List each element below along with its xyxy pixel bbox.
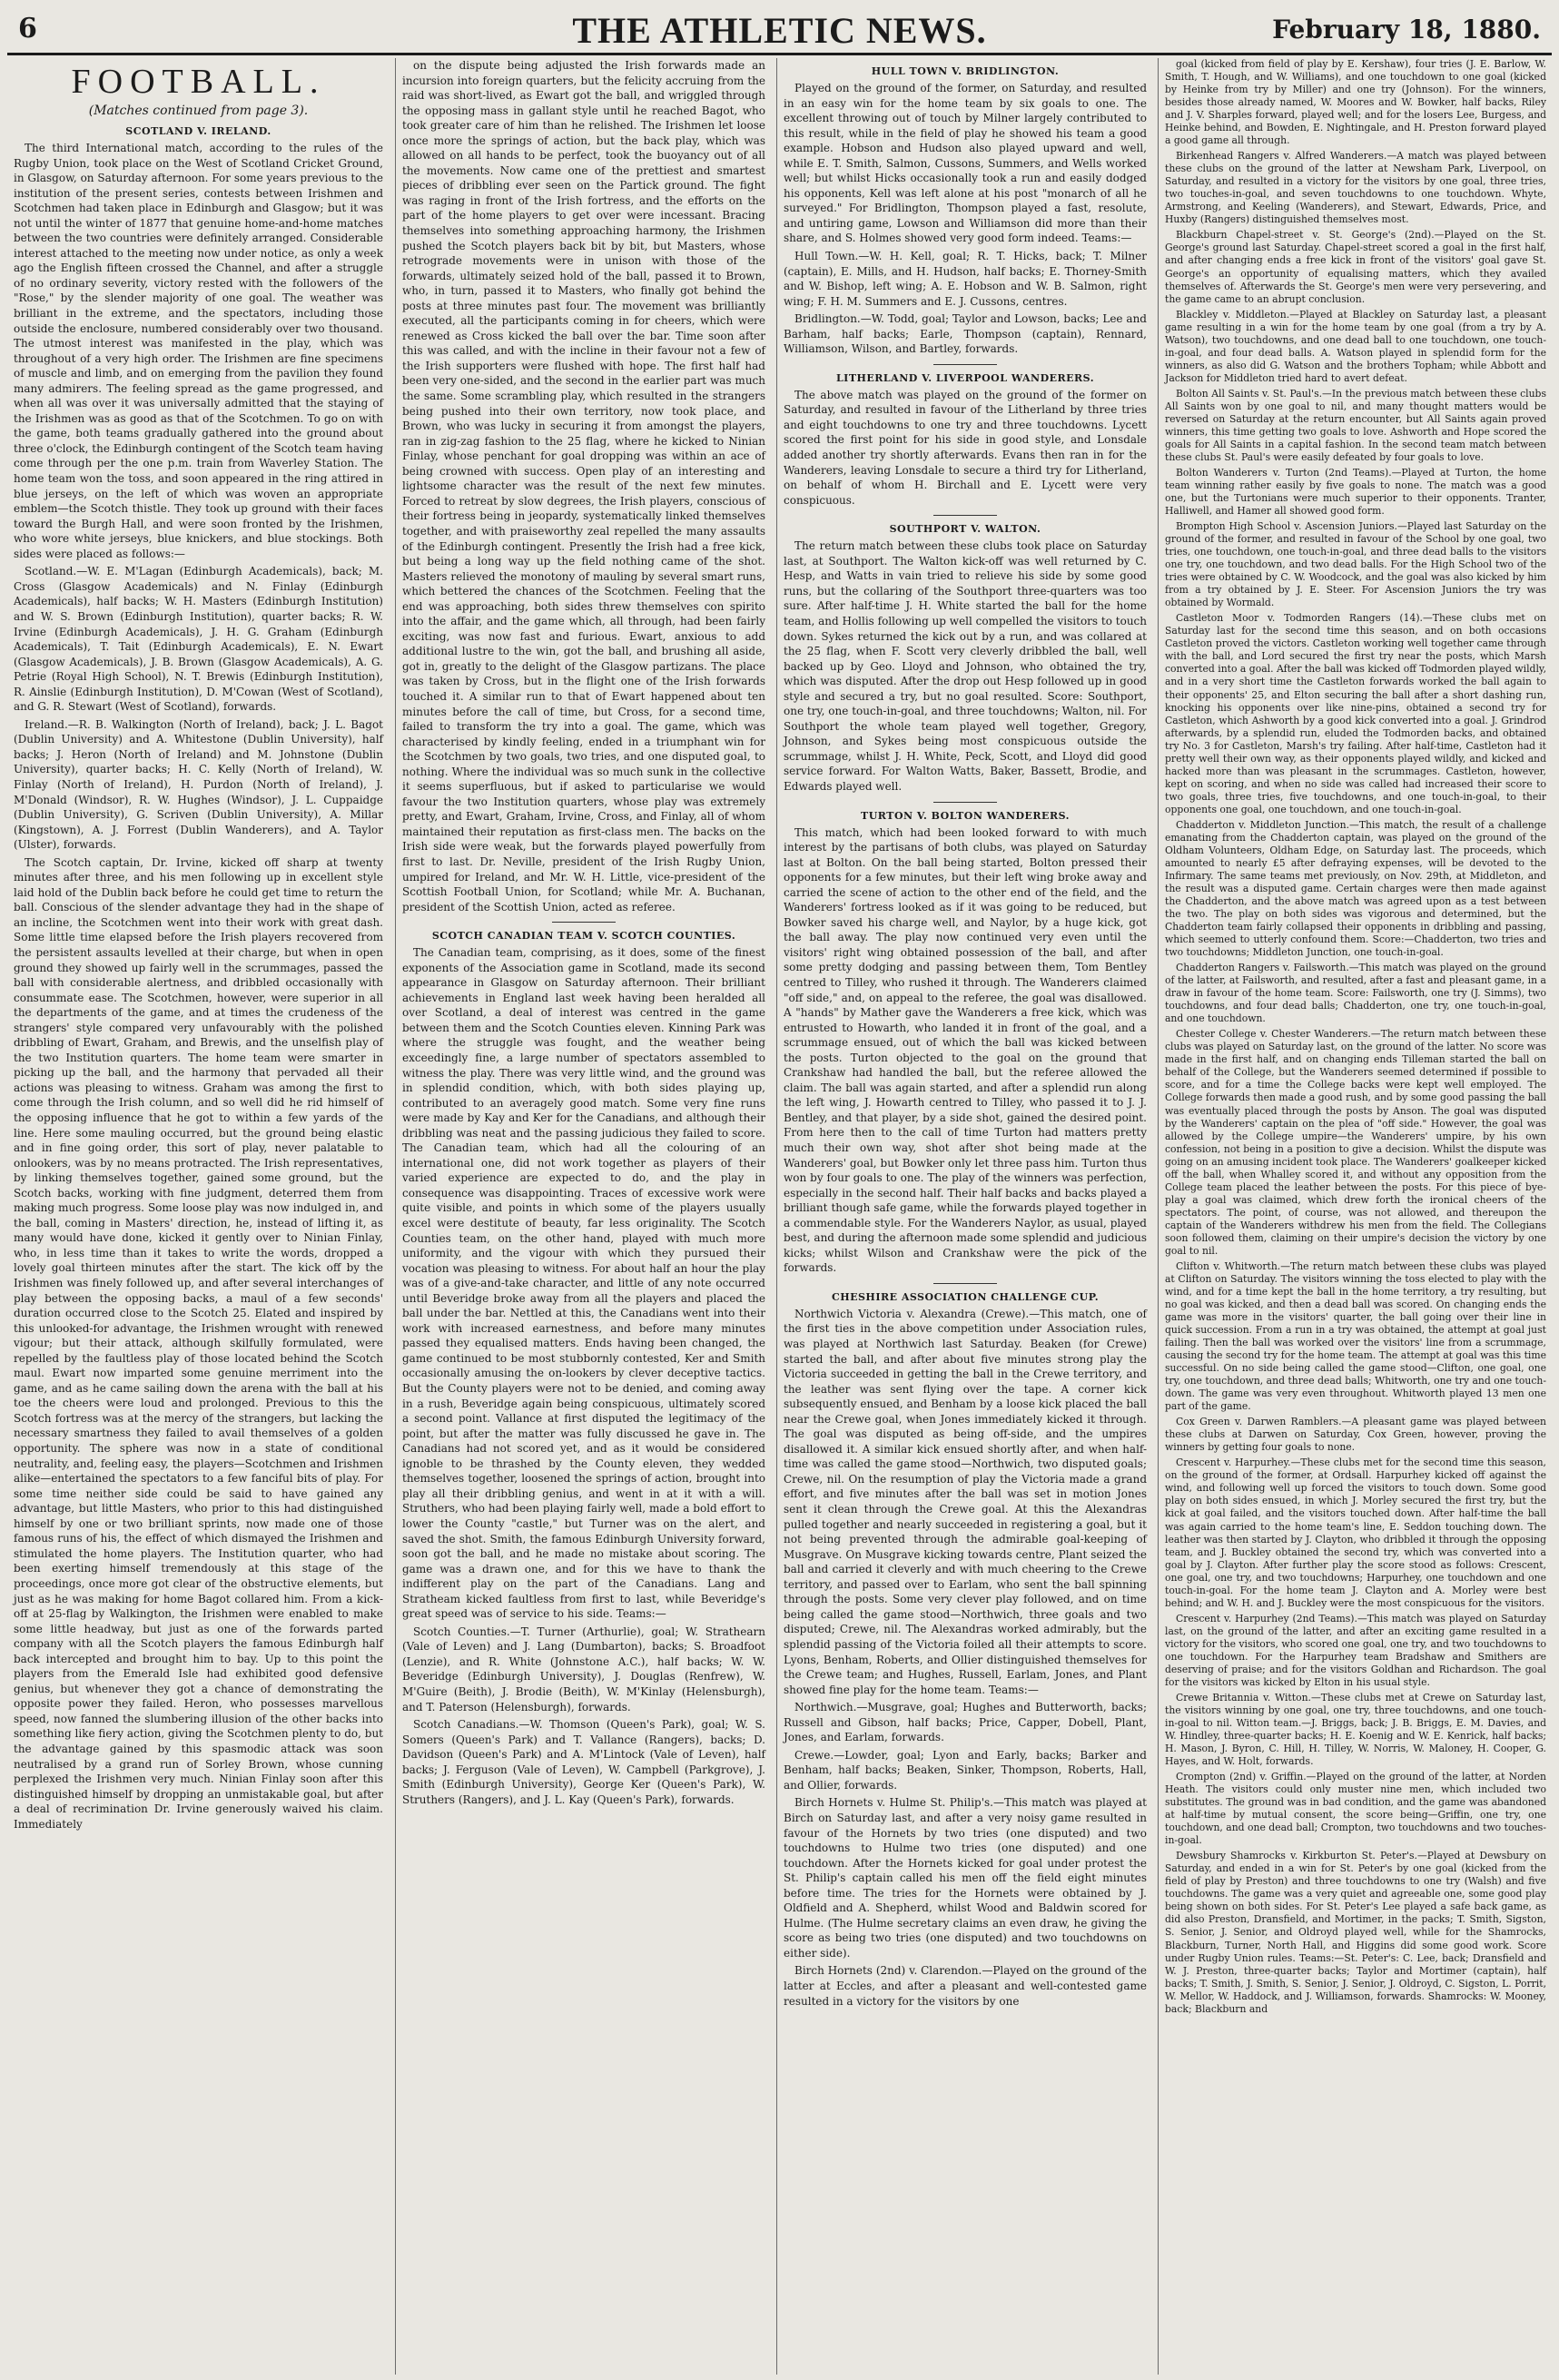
paragraph: Blackburn Chapel-street v. St. George's (2nd).—Played on the St. George's ground last Saturday. Chapel-street scored a goal in the first half, and after changing ends a free kick in front of the visitors' goal gave St. George's an opportunity of equalising matters, which they availed themselves of. Afterwards the St. George's men were very persevering, and the game came to an abrupt conclusion. [1165,229,1546,305]
column-2 [395,58,772,2375]
paragraph: Chadderton Rangers v. Failsworth.—This match was played on the ground of the latter, at Failsworth, and resulted, after a fast and pleasant game, in a draw in favour of the home team. Score: Failsworth, one try (J. Simms), two touchdowns, and four dead balls; Chadderton, one try, one touch-in-goal, and one touchdown. [1165,962,1546,1025]
paragraph: Birch Hornets (2nd) v. Clarendon.—Played on the ground of the latter at Eccles, and after a pleasant and well-contested game resulted in a victory for the visitors by one [784,1964,1147,2008]
club-match-reports [1165,58,1546,2016]
paragraph: The above match was played on the ground of the former on Saturday, and resulted in favour of the Litherland by three tries and eight touchdowns to one try and three touchdowns. Lycett scored the first point for his side in good style, and Lonsdale added another try shortly afterwards. Evans then ran in for the Wanderers, leaving Lonsdale to secure a third try for Litherland, on behalf of whom H. Birchall and E. Lycett were very conspicuous. [784,388,1147,507]
divider [933,364,997,365]
column-1 [7,58,390,2375]
article-heading-southport-walton: SOUTHPORT V. WALTON. [889,523,1041,536]
paragraph: Ireland.—R. B. Walkington (North of Ireland), back; J. L. Bagot (Dublin University) and A. Whitestone (Dublin University), half backs; J. Heron (North of Ireland) and M. Johnstone (Dublin University), quarter backs; H. C. Kelly (North of Ireland), W. Finlay (North of Ireland), H. Purdon (North of Ireland), J. M'Donald (Windsor), R. W. Hughes (Windsor), J. L. Cuppaidge (Dublin University), G. Scriven (Dublin University), A. Millar (Kingstown), A. J. Forrest (Dublin Wanderers), and A. Taylor (Ulster), forwards. [14,717,383,852]
article-heading-cheshire-cup: CHESHIRE ASSOCIATION CHALLENGE CUP. [831,1290,1100,1303]
paragraph: Bolton All Saints v. St. Paul's.—In the previous match between these clubs All Saints won by one goal to nil, and many thought matters would be reversed on Saturday at the return encounter, but All Saints again proved winners, this time getting two goals to love. Ashworth and Hope scored the goals for All Saints in a capital fashion. In the second team match between these clubs St. Paul's were easily defeated by four goals to love. [1165,387,1546,463]
column-4 [1158,58,1553,2375]
paragraph: Chadderton v. Middleton Junction.—This match, the result of a challenge emanating from the Chadderton captain, was played on the ground of the Oldham Volunteers, Oldham Edge, on Saturday last. The proceeds, which amounted to nearly £5 after defraying expenses, will be devoted to the Infirmary. The same teams met previously, on Nov. 29th, at Middleton, and the result was a disputed game. Certain charges were then made against the Chadderton, and the above match was agreed upon as a test between the two. The play on both sides was vigorous and determined, but the Chadderton team fairly collapsed their opponents in dribbling and passing, which seemed to utterly confound them. Score:—Chadderton, two tries and two touchdowns; Middleton Junction, one touch-in-goal. [1165,818,1546,959]
article-heading-litherland-liverpool: LITHERLAND V. LIVERPOOL WANDERERS. [835,371,1095,384]
paragraph: Northwich Victoria v. Alexandra (Crewe).—This match, one of the first ties in the above competition under Association rules, was played at Northwich last Saturday. Beaken (for Crewe) started the ball, and after about five minutes strong play the Victoria succeeded in getting the ball in the Crewe territory, and the leather was sent flying over the tape. A corner kick subsequently ensued, and Benham by a loose kick placed the ball near the Crewe goal, when Jones immediately kicked it through. The goal was disputed as being off-side, and the umpires disallowed it. A similar kick ensued shortly after, and when half-time was called the game stood—Northwich, two disputed goals; Crewe, nil. On the resumption of play the Victoria made a grand effort, and five minutes after the ball was set in motion Jones sent it clean through the Crewe goal. At this the Alexandras pulled together and nearly succeeded in registering a goal, but it not being prevented through the admirable goal-keeping of Musgrave. On Musgrave kicking towards centre, Plant seized the ball and carried it cleverly and with much cheering to the Crewe territory, and passed over to Earlam, who sent the ball spinning through the posts. Some very clever play followed, and on time being called the game stood—Northwich, three goals and two disputed; Crewe, nil. The Alexandras worked admirably, but the splendid passing of the Victoria foiled all their attempts to score. Lyons, Benham, Roberts, and Ollier distinguished themselves for the Crewe team; and Hughes, Russell, Earlam, Jones, and Plant showed fine play for the home team. Teams:— [784,1307,1147,1696]
divider [933,802,997,803]
article-heading-hull-bridlington: HULL TOWN V. BRIDLINGTON. [871,65,1060,77]
paragraph: Scotland.—W. E. M'Lagan (Edinburgh Academicals), back; M. Cross (Glasgow Academicals) and N. Finlay (Edinburgh Academicals), half backs; W. H. Masters (Edinburgh Institution) and W. S. Brown (Edinburgh Institution), quarter backs; R. W. Irvine (Edinburgh Academicals), J. H. G. Graham (Edinburgh Academicals), T. Tait (Edinburgh Academicals), E. N. Ewart (Glasgow Academicals), J. B. Brown (Glasgow Academicals), A. G. Petrie (Royal High School), N. T. Brewis (Edinburgh Institution), R. Ainslie (Edinburgh Institution), D. M'Cowan (West of Scotland), and G. R. Stewart (West of Scotland), forwards. [14,565,383,714]
paragraph: Cox Green v. Darwen Ramblers.—A pleasant game was played between these clubs at Darwen on Saturday, Cox Green, however, proving the winners by getting four goals to none. [1165,1416,1546,1454]
paragraph: Birch Hornets v. Hulme St. Philip's.—This match was played at Birch on Saturday last, and after a very noisy game resulted in favour of the Hornets by two tries (one disputed) and two touchdowns to Hulme two tries (one disputed) and one touchdown. After the Hornets kicked for goal under protest the St. Philip's captain called his men off the field eight minutes before time. The tries for the Hornets were obtained by J. Oldfield and A. Shepherd, whilst Wood and Baldwin scored for Hulme. (The Hulme secretary claims an even draw, he giving the score as being two tries (one disputed) and two touchdowns on either side). [784,1796,1147,1960]
paragraph: Crewe Britannia v. Witton.—These clubs met at Crewe on Saturday last, the visitors winning by one goal, one try, three touchdowns, and one touch-in-goal to nil. Witton team.—J. Briggs, back; J. B. Briggs, E. M. Davies, and W. Hindley, three-quarter backs; H. E. Koenig and W. E. Kenrick, half backs; H. Mason, J. Byron, C. Hill, H. Tilley, W. Norris, W. Maloney, H. Cooper, G. Hayes, and W. Holt, forwards. [1165,1691,1546,1768]
divider [933,515,997,516]
article-body-turton-bolton [784,825,1147,1276]
divider [933,1283,997,1284]
paragraph: Scotch Canadians.—W. Thomson (Queen's Park), goal; W. S. Somers (Queen's Park) and T. Vallance (Rangers), backs; D. Davidson (Queen's Park) and A. M'Lintock (Vale of Leven), half backs; J. Ferguson (Vale of Leven), W. Campbell (Parkgrove), J. Smith (Edinburgh University), George Ker (Queen's Park), W. Struthers (Rangers), and J. L. Kay (Queen's Park), forwards. [402,1718,765,1806]
issue-date: February 18, 1880. [1272,15,1541,44]
article-body-canadian-counties [402,945,765,1807]
paragraph: Dewsbury Shamrocks v. Kirkburton St. Peter's.—Played at Dewsbury on Saturday, and ended in a win for St. Peter's by one goal (kicked from the field of play by Preston) and three touchdowns to one try (Walsh) and five touchdowns. The game was a very quiet and agreeable one, some good play being shown on both sides. For St. Peter's Lee played a safe back game, as did also Preston, Dransfield, and Mortimer, in the packs; T. Smith, Sigston, S. Senior, J. Senior, and Oldroyd played well, while for the Shamrocks, Blackburn, Turner, North Hall, and Higgins did some good work. Score under Rugby Union rules. Teams:—St. Peter's: C. Lee, back; Dransfield and W. J. Preston, three-quarter backs; Taylor and Mortimer (captain), half backs; T. Smith, J. Smith, S. Senior, J. Senior, J. Oldroyd, C. Sigston, L. Porrit, W. Mellor, W. Haddock, and J. Williamson, forwards. Shamrocks: W. Mooney, back; Blackburn and [1165,1850,1546,2015]
paragraph: Bridlington.—W. Todd, goal; Taylor and Lowson, backs; Lee and Barham, half backs; Earle, Thompson (captain), Rennard, Williamson, Wilson, and Bartley, forwards. [784,312,1147,356]
article-body-hull-bridlington [784,81,1147,357]
paragraph: Played on the ground of the former, on Saturday, and resulted in an easy win for the home team by six goals to one. The excellent throwing out of touch by Milner largely contributed to this result, while in the field of play he showed his team a good example. Hobson and Hudson also played upward and well, while E. T. Smith, Salmon, Cussons, Summers, and Wells worked well; but whilst Hicks occasionally took a run and easily dodged his opponents, Kell was left alone at his post "monarch of all he surveyed." For Bridlington, Thompson played a fast, resolute, and untiring game, Lowson and Williamson did more than their share, and S. Holmes showed very good form indeed. Teams:— [784,82,1147,245]
article-body-litherland-liverpool [784,388,1147,508]
newspaper-title: THE ATHLETIC NEWS. [572,10,987,51]
paragraph: Bolton Wanderers v. Turton (2nd Teams).—Played at Turton, the home team winning rather easily by five goals to none. The match was a good one, but the Turtonians were much superior to their opponents. Tranter, Halliwell, and Hamer all showed good form. [1165,466,1546,518]
paragraph: Northwich.—Musgrave, goal; Hughes and Butterworth, backs; Russell and Gibson, half backs; Price, Capper, Dobell, Plant, Jones, and Earlam, forwards. [784,1701,1147,1744]
paragraph: This match, which had been looked forward to with much interest by the partisans of both clubs, was played on Saturday last at Bolton. On the ball being started, Bolton pressed their opponents for a few minutes, but their left wing broke away and carried the scene of action to the other end of the field, and the Wanderers' fortress looked as if it was going to be reduced, but Bowker saved his charge well, and Naylor, by a huge kick, got the ball away. The play now continued very even until the visitors' right wing obtained possession of the ball, and after some pretty dodging and passing between them, Tom Bentley centred to Tilley, who rushed it through. The Wanderers claimed "off side," and, on appeal to the referee, the goal was disallowed. A "hands" by Mather gave the Wanderers a free kick, which was entrusted to Howarth, who landed it in front of the goal, and a scrummage ensued, out of which the ball was kicked between the posts. Turton objected to the goal on the ground that Crankshaw had handled the ball, but the referee allowed the claim. The ball was again started, and after a splendid run along the left wing, J. Howarth centred to Tilley, who passed it to J. J. Bentley, and that player, by a side shot, gained the desired point. From here then to the call of time Turton had matters pretty much their own way, shot after shot being made at the Wanderers' goal, but Bowker only let three pass him. Turton thus won by four goals to one. The play of the winners was perfection, especially in the second half. Their half backs and backs played a brilliant though safe game, while the forwards played together in a commendable style. For the Wanderers Naylor, as usual, played best, and during the afternoon made some splendid and judicious kicks; whilst Wilson and Crankshaw were the pick of the forwards. [784,825,1147,1275]
column-3 [776,58,1153,2375]
paragraph: The return match between these clubs took place on Saturday last, at Southport. The Walton kick-off was well returned by C. Hesp, and Watts in vain tried to relieve his side by some good runs, but the collaring of the Southport three-quarters was too sure. After half-time J. H. White started the ball for the home team, and Hollis following up well compelled the visitors to touch down. Sykes returned the kick out by a run, and was collared at the 25 flag, when F. Scott very cleverly dribbled the ball, well backed up by Geo. Lloyd and Johnson, who obtained the try, which was disputed. After the drop out Hesp followed up in good style and secured a try, but no goal resulted. Score: Southport, one try, one touch-in-goal, and three touchdowns; Walton, nil. For Southport the whole team played well together, Gregory, Johnson, and Sykes being most conspicuous outside the scrummage, whilst J. H. White, Peck, Scott, and Lloyd did good service forward. For Walton Watts, Baker, Bassett, Brodie, and Edwards played well. [784,539,1147,793]
paragraph: Clifton v. Whitworth.—The return match between these clubs was played at Clifton on Saturday. The visitors winning the toss elected to play with the wind, and for a time kept the ball in the home territory, a try resulting, but no goal was kicked, and then a dead ball was scored. On changing ends the game was more in the visitors' quarter, the ball going over their line in quick succession. From a run in a try was obtained, the attempt at goal just failing. Then the ball was worked over the visitors' line from a scrummage, causing the second try for the home team. The attempt at goal was this time successful. On no side being called the game stood—Clifton, one goal, one try, one touchdown, and three dead balls; Whitworth, one try and one touch-down. The game was very even throughout. Whitworth played 13 men one part of the game. [1165,1259,1546,1413]
paragraph: The Scotch captain, Dr. Irvine, kicked off sharp at twenty minutes after three, and his men following up in excellent style laid hold of the Dublin back before he could get time to return the ball. Conscious of the slender advantage they had in the shape of an incline, the Scotchmen went into their work with great dash. Some little time elapsed before the Irish players recovered from the persistent assaults levelled at their charge, but when in open ground they showed up fairly well in the scrummages, passed the ball with considerable alertness, and dribbled occasionally with consummate ease. The Scotchmen, however, were superior in all the departments of the game, and at times the crudeness of the strangers' style compared very unfavourably with the polished dribbling of Ewart, Graham, and Brewis, and the unselfish play of the two Institution quarters. The home team were smarter in picking up the ball, and the harmony that pervaded all their actions was pleasing to witness. Graham was among the first to come through the Irish column, and so well did he rid himself of the opposing influence that he got to within a few yards of the line. Here some mauling occurred, but the ground being elastic and in fine going order, this sort of play, never palatable to onlookers, was by no means protracted. The Irish representatives, by linking themselves together, gained some ground, but the Scotch backs, working with fine judgment, deterred them from making much progress. Some loose play was now indulged in, and the ball, coming in Masters' direction, he, instead of lifting it, as many would have done, kicked it gently over to Ninian Finlay, who, in less time than it takes to write the words, dropped a lovely goal thirteen minutes after the start. The kick off by the Irishmen was finely followed up, and after several interchanges of play between the opposing backs, a maul of a few seconds' duration occurred close to the Scotch 25. Elated and inspired by this unlooked-for advantage, the Irishmen wrought with renewed vigour; but their attack, although skilfully formulated, were repelled by the faultless play of those located behind the Scotch maul. Ewart now imparted some genuine merriment into the game, and as he came sailing down the arena with the ball at his toe the cheers were loud and prolonged. Previous to this the Scotch fortress was at the mercy of the strangers, but lacking the necessary smartness they failed to avail themselves of a golden opportunity. The sphere was now in a state of conditional neutrality, and, feeling easy, the players—Scotchmen and Irishmen alike—entertained the spectators to a few fanciful bits of play. For some time neither side could be said to have gained any advantage, but little Masters, who prior to this had distinguished himself by one or two brilliant sprints, now made one of those famous runs of his, the effect of which dismayed the Irishmen and stimulated the home players. The Institution quarter, who had been exerting himself tremendously at this stage of the proceedings, once more got clear of the obstructive elements, but just as he was making for home Bagot collared him. From a kick-off at 25-flag by Walkington, the Irishmen were enabled to make some little headway, but just as one of the forwards parted company with all the Scotch players the famous Edinburgh half back intercepted and brought him to bay. Up to this point the players from the Emerald Isle had exhibited good defensive genius, but whenever they got a chance of demonstrating the opposite power they failed. Heron, who possesses marvellous speed, now fanned the slumbering illusion of the other backs into something like fiery action, giving the Scotchmen plenty to do, but the advantage gained by this spasmodic attack was soon neutralised by a grand run of Sorley Brown, whose cunning perplexed the Irishmen very much. Ninian Finlay soon after this distinguished himself by dropping an unmistakable goal, but after a deal of recrimination Dr. Irvine generously waived his claim. Immediately [14,855,383,1831]
paragraph: Chester College v. Chester Wanderers.—The return match between these clubs was played on Saturday last, on the ground of the latter. No score was made in the first half, and on changing ends Tilleman started the ball on behalf of the College, but the Wanderers seemed determined if possible to score, and for a time the College backs were kept well employed. The College forwards then made a good rush, and by some good passing the ball was eventually placed through the posts by Anson. The goal was disputed by the Wanderers' captain on the plea of "off side." However, the goal was allowed by the College umpire—the Wanderers' umpire, by his own confession, not being in a position to give a decision. Whilst the dispute was going on an amusing incident took place. The Wanderers' goalkeeper kicked off the ball, when Whalley scored it, and without any opposition from the College team placed the leather between the posts. For this piece of bye-play a goal was claimed, which drew forth the ironical cheers of the spectators. The point, of course, was not allowed, and thereupon the captain of the Wanderers withdrew his men from the field. The Collegians soon followed them, claiming on their umpire's decision the victory by one goal to nil. [1165,1028,1546,1257]
paragraph: Crescent v. Harpurhey.—These clubs met for the second time this season, on the ground of the former, at Ordsall. Harpurhey kicked off against the wind, and following well up forced the visitors to touch down. Some good play on both sides ensued, in which J. Morley secured the first try, but the kick at goal failed, and the visitors touched down. After half-time the ball was again carried to the home team's line, E. Seddon touching down. The leather was then started by J. Clayton, who dribbled it through the opposing team, and J. Buckley obtained the second try, which was converted into a goal by J. Clayton. After further play the score stood as follows: Crescent, one goal, one try, and two touchdowns; Harpurhey, one touchdown and one touch-in-goal. For the home team J. Clayton and A. Morley were best behind; and W. H. and J. Buckley were the most conspicuous for the visitors. [1165,1457,1546,1609]
article-body-cheshire-cup [784,1307,1147,2009]
article-heading-scotland-ireland: SCOTLAND V. IRELAND. [125,125,271,137]
section-title: FOOTBALL. [71,63,326,101]
paragraph: The third International match, according to the rules of the Rugby Union, took place on the West of Scotland Cricket Ground, in Glasgow, on Saturday afternoon. For some years previous to the institution of the present series, contests between Irishmen and Scotchmen had taken place in Edinburgh and Glasgow; but it was not until the winter of 1877 that genuine home-and-home matches between the two countries were definitely arranged. Considerable interest attached to the meeting now under notice, as only a week ago the English fifteen crossed the Channel, and after a struggle of no ordinary severity, victory rested with the followers of the "Rose," by the slender majority of one goal. The weather was brilliant in the extreme, and the spectators, including those outside the enclosure, numbered considerably over two thousand. The utmost interest was manifested in the play, which was throughout of a very high order. The Irishmen are fine specimens of muscle and limb, and on emerging from the pavilion they found many admirers. The feeling spread as the game progressed, and when all was over it was universally admitted that the staying of the Irishmen was as good as that of the Scotchmen. To go on with the game, both teams gradually gathered into the ground about three o'clock, the Edinburgh contingent of the Scotch team having come through per the one p.m. train from Waverley Station. The home team won the toss, and soon appeared in the ring attired in blue jerseys, on the left of which was woven an appropriate emblem—the Scotch thistle. They took up ground with their faces toward the Burgh Hall, and were soon fronted by the Irishmen, who wore white jerseys, blue knickers, and blue stockings. Both sides were placed as follows:— [14,142,383,560]
paragraph: Hull Town.—W. H. Kell, goal; R. T. Hicks, back; T. Milner (captain), E. Mills, and H. Hudson, half backs; E. Thorney-Smith and W. Bishop, left wing; A. E. Hobson and W. B. Salmon, right wing; F. H. M. Summers and E. J. Cussons, centres. [784,250,1147,308]
section-note: (Matches continued from page 3). [88,104,309,118]
article-columns [7,58,1552,2375]
paragraph: goal (kicked from field of play by E. Kershaw), four tries (J. E. Barlow, W. Smith, T. Hough, and W. Williams), and one touchdown to one goal (kicked by Heinke from try by Miller) and one try (Johnson). For the winners, besides those already named, W. Moores and W. Bowker, half backs, Riley and J. V. Sharples forward, played well; and for the losers Lee, Burgess, and Heinke behind, and Bowden, E. Nightingale, and H. Preston forward played a good game all through. [1165,58,1546,147]
paragraph: Blackley v. Middleton.—Played at Blackley on Saturday last, a pleasant game resulting in a win for the home team by one goal (from a try by A. Watson), two touchdowns, and one dead ball to one touchdown, one touch-in-goal, and four dead balls. A. Watson played in splendid form for the winners, as also did G. Watson and the brothers Topham; while Abbott and Jackson for Middleton tried hard to avert defeat. [1165,308,1546,384]
article-body-scotland-ireland [14,141,383,1832]
paragraph: Brompton High School v. Ascension Juniors.—Played last Saturday on the ground of the former, and resulted in favour of the School by one goal, two tries, one touchdown, one touch-in-goal, and three dead balls to the visitors one try, one touchdown, and two dead balls. For the High School two of the tries were obtained by C. W. Woodcock, and the goal was also kicked by him from a try obtained by J. E. Steer. For Ascension Juniors the try was obtained by Wormald. [1165,520,1546,609]
page-number: 6 [18,13,37,44]
paragraph: Scotch Counties.—T. Turner (Arthurlie), goal; W. Strathearn (Vale of Leven) and J. Lang (Dumbarton), backs; S. Broadfoot (Lenzie), and R. White (Johnstone A.C.), half backs; W. W. Beveridge (Edinburgh University), J. Douglas (Renfrew), W. M'Guire (Beith), J. Brodie (Beith), W. M'Kinlay (Helensburgh), and T. Paterson (Helensburgh), forwards. [402,1625,765,1713]
paragraph: The Canadian team, comprising, as it does, some of the finest exponents of the Association game in Scotland, made its second appearance in Glasgow on Saturday afternoon. Their brilliant achievements in England last week having been heralded all over Scotland, a deal of interest was centred in the game between them and the Scotch Counties eleven. Kinning Park was where the struggle was fought, and the weather being exceedingly fine, a large number of spectators assembled to witness the play. There was very little wind, and the ground was in splendid condition, which, with both sides playing up, contributed to an averagely good match. Some very fine runs were made by Kay and Ker for the Canadians, and although their dribbling was neat and the passing judicious they failed to score. The Canadian team, which had all the colouring of an international one, did not work together as players of their varied experience are expected to do, and the play in consequence was disappointing. Traces of excessive work were quite visible, and points in which some of the players usually excel were destitute of beauty, far less originality. The Scotch Counties team, on the other hand, played with much more uniformity, and the vigour with which they pursued their vocation was pleasing to witness. For about half an hour the play was of a give-and-take character, and little of any note occurred until Beveridge broke away from all the players and placed the ball under the bar. Nettled at this, the Canadians went into their work with increased earnestness, and before many minutes passed they equalised matters. Ends having been changed, the game continued to be most stubbornly contested, Ker and Smith occasionally amusing the on-lookers by clever deceptive tactics. But the County players were not to be denied, and coming away in a rush, Beveridge again being conspicuous, ultimately scored a second point. Vallance at first disputed the legitimacy of the point, but after the matter was fully discussed he gave in. The Canadians had not scored yet, and as it would be considered ignoble to be thrashed by the County eleven, they wedded themselves together, loosened the springs of action, brought into play all their dribbling genius, and went in at it with a will. Struthers, who had been playing fairly well, made a bold effort to lower the County "castle," but Turner was on the alert, and saved the shot. Smith, the famous Edinburgh University forward, soon got the ball, and he made no mistake about scoring. The game was a drawn one, and for this we have to thank the indifferent play on the part of the Canadians. Lang and Stratheam kicked faultless from first to last, while Beveridge's great speed was of service to his side. Teams:— [402,946,765,1621]
article-body-southport-walton [784,538,1147,794]
divider [552,922,616,923]
paragraph: Crewe.—Lowder, goal; Lyon and Early, backs; Barker and Benham, half backs; Beaken, Sinker, Thompson, Roberts, Hall, and Ollier, forwards. [784,1748,1147,1792]
article-heading-turton-bolton: TURTON V. BOLTON WANDERERS. [861,809,1070,822]
paragraph: Crompton (2nd) v. Griffin.—Played on the ground of the latter, at Norden Heath. The visitors could only muster nine men, which included two substitutes. The ground was in bad condition, and the game was abandoned at half-time by mutual consent, the score being—Griffin, one try, one touchdown, and one dead ball; Crompton, two touchdowns and two touches-in-goal. [1165,1771,1546,1847]
masthead [7,7,1552,55]
paragraph: Birkenhead Rangers v. Alfred Wanderers.—A match was played between these clubs on the ground of the latter at Newsham Park, Liverpool, on Saturday, and resulted in a victory for the visitors by one goal, three tries, two touches-in-goal, and seven touchdowns to one touchdown. Whyte, Armstrong, and Keeling (Wanderers), and Stewart, Edwards, Price, and Huxby (Rangers) distinguished themselves most. [1165,150,1546,226]
article-body-scotland-ireland-cont [402,58,765,914]
paragraph: Crescent v. Harpurhey (2nd Teams).—This match was played on Saturday last, on the ground of the latter, and after an exciting game resulted in a victory for the visitors, who scored one goal, one try, and two touchdowns to one touchdown. For the Harpurhey team Bradshaw and Smithers are deserving of praise; and for the visitors Goldhan and Richardson. The goal for the visitors was kicked by Elton in his usual style. [1165,1612,1546,1688]
paragraph: on the dispute being adjusted the Irish forwards made an incursion into foreign quarters, but the felicity accruing from the raid was short-lived, as Ewart got the ball, and wriggled through the opposing mass in gallant style until he reached Bagot, who took greater care of him than he relished. The Irishmen let loose once more the springs of action, but the back play, which was allowed on all hands to be perfect, took the buoyancy out of all the movements. Now came one of the prettiest and smartest pieces of dribbling ever seen on the Partick ground. The fight was raging in front of the Irish fortress, and the efforts on the part of the home players to get over were incessant. Bracing themselves into something approaching harmony, the Irishmen pushed the Scotch players back bit by bit, but Masters, whose retrograde movements were in unison with those of the forwards, ultimately seized hold of the ball, passed it to Brown, who, in turn, passed it to Masters, who finally got behind the posts at three minutes past four. The movement was brilliantly executed, all the participants coming in for cheers, which were renewed as Cross kicked the ball over the bar. Time soon after this was called, and with the incline in their favour not a few of the Irish supporters were flushed with hope. The first half had been very one-sided, and the second in the earlier part was much the same. Some scrambling play, which resulted in the strangers being pushed into their own territory, now took place, and Brown, who was lucky in securing it from amongst the players, ran in zig-zag fashion to the 25 flag, where he kicked to Ninian Finlay, whose penchant for goal dropping was within an ace of being crowned with success. Open play of an interesting and lightsome character was the result of the next few minutes. Forced to retreat by slow degrees, the Irish players, conscious of their fortress being in jeopardy, systematically linked themselves together, and with praiseworthy zeal repelled the many assaults of the Edinburgh contingent. Presently the Irish had a free kick, but being a long way up the field nothing came of the shot. Masters relieved the monotony of mauling by several smart runs, which bettered the chances of the Scotchmen. Feeling that the end was approaching, both sides threw themselves con spirito into the affair, and the game which, all through, had been fairly exciting, was now fast and furious. Ewart, anxious to add additional lustre to the win, got the ball, and brushing all aside, got in, greatly to the delight of the Glasgow partizans. The place was taken by Cross, but in the flight one of the Irish forwards touched it. A similar run to that of Ewart happened about ten minutes before the call of time, but Cross, for a second time, failed to transform the try into a goal. The game, which was characterised by kindly feeling, ended in a triumphant win for the Scotchmen by two goals, two tries, and one disputed goal, to nothing. Where the individual was so much sunk in the collective it seems superfluous, but if asked to particularise we would favour the two Institution quarters, whose play was extremely pretty, and Ewart, Graham, Irvine, Cross, and Finlay, all of whom maintained their reputation as first-class men. The backs on the Irish side were weak, but the forwards played powerfully from first to last. Dr. Neville, president of the Irish Rugby Union, umpired for Ireland, and Mr. W. H. Little, vice-president of the Scottish Football Union, for Scotland; while Mr. A. Buchanan, president of the Scottish Union, acted as referee. [402,59,765,913]
article-heading-canadian-counties: SCOTCH CANADIAN TEAM V. SCOTCH COUNTIES. [431,930,736,943]
paragraph: Castleton Moor v. Todmorden Rangers (14).—These clubs met on Saturday last for the second time this season, and on both occasions Castleton proved the victors. Castleton working well together came through with the ball, and Lord secured the first try near the posts, which Marsh converted into a goal. After the ball was kicked off Todmorden played wildly, and in a very short time the Castleton forwards worked the ball again to their opponents' 25, and Elton securing the ball after a short dashing run, knocking his opponents over like nine-pins, obtained a second try for Castleton, which Ashworth by a good kick converted into a goal. J. Grindrod afterwards, by a splendid run, eluded the Todmorden backs, and obtained try No. 3 for Castleton, Marsh's try failing. After half-time, Castleton had it pretty well their own way, as their opponents played wildly, and kicked and hacked more than was pleasant in the scrummages. Castleton, however, kept on scoring, and when no side was called had increased their score to two goals, three tries, five touchdowns, and one touch-in-goal, to their opponents one goal, one touchdown, and one touch-in-goal. [1165,612,1546,815]
